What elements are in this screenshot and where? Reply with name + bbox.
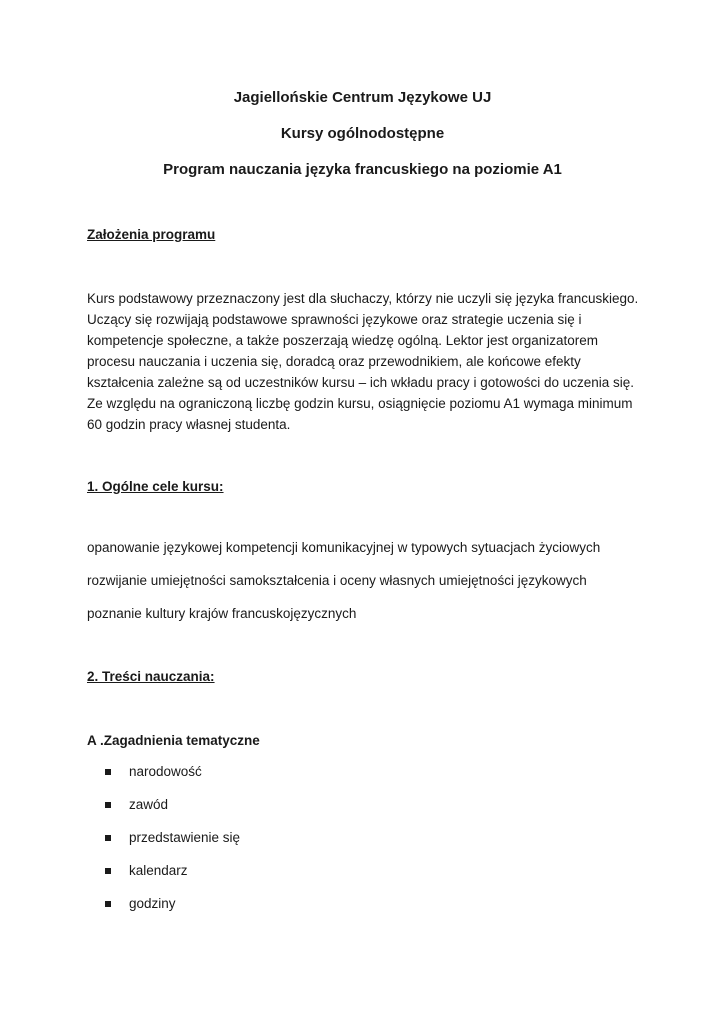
square-bullet-icon — [105, 901, 111, 907]
tresci-heading: 2. Treści nauczania: — [87, 669, 215, 684]
zalozenia-heading: Założenia programu — [87, 227, 216, 242]
goal-item: opanowanie językowej kompetencji komunikacyjnej w typowych sytuacjach życiowych — [87, 540, 601, 555]
goal-item: poznanie kultury krajów francuskojęzycznych — [87, 606, 357, 621]
zagadnienia-subheading: A .Zagadnienia tematyczne — [87, 733, 260, 748]
cele-heading: 1. Ogólne cele kursu: — [87, 479, 224, 494]
program-title: Program nauczania języka francuskiego na poziomie A1 — [163, 161, 562, 178]
goal-item: rozwijanie umiejętności samokształcenia i oceny własnych umiejętności językowych — [87, 573, 587, 588]
topic-label: zawód — [129, 797, 169, 812]
topic-label: przedstawienie się — [129, 830, 241, 845]
institution-title: Jagiellońskie Centrum Językowe UJ — [233, 89, 492, 106]
zalozenia-paragraph: Kurs podstawowy przeznaczony jest dla słuchaczy, którzy nie uczyli się języka francuskiego. Uczący się rozwijają podstawowe sprawności językowe oraz strategie uczenia się i kompetencje społeczne, a także poszerzają wiedzę ogólną. Lektor jest organizatorem procesu nauczania i uczenia się, doradcą oraz przewodnikiem, ale końcowe efekty kształcenia zależne są od uczestników kursu – ich wkładu pracy i gotowości do uczenia się. Ze względu na ograniczoną liczbę godzin kursu, osiągnięcie poziomu A1 wymaga minimum 60 godzin pracy własnej studenta. — [87, 291, 639, 432]
topic-label: godziny — [129, 896, 176, 911]
square-bullet-icon — [105, 835, 111, 841]
square-bullet-icon — [105, 769, 111, 775]
square-bullet-icon — [105, 802, 111, 808]
square-bullet-icon — [105, 868, 111, 874]
topic-label: kalendarz — [129, 863, 188, 878]
topic-label: narodowość — [129, 764, 202, 779]
course-type-title: Kursy ogólnodostępne — [280, 125, 445, 142]
